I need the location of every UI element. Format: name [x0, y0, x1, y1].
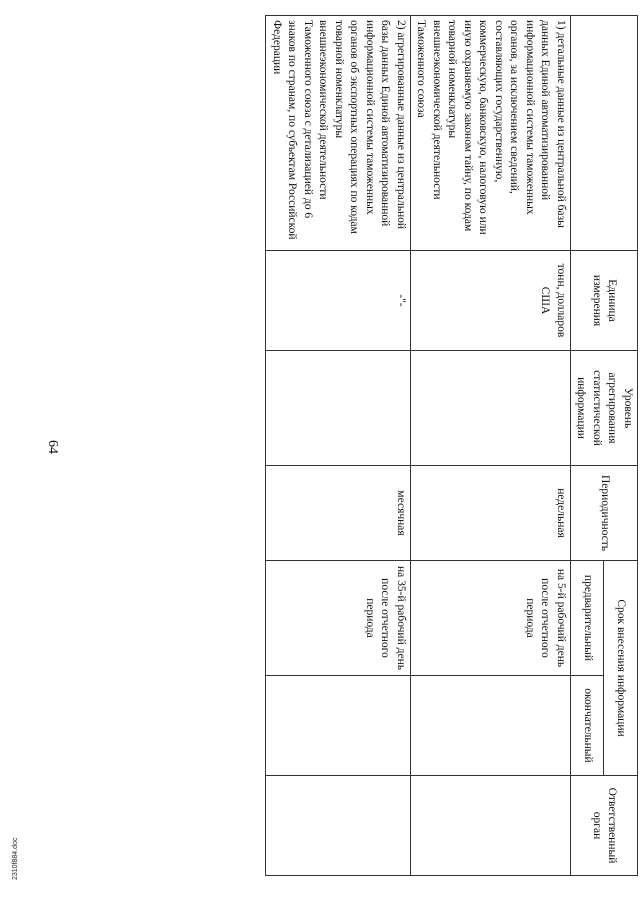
table-row	[266, 16, 411, 876]
cell-unit: -"-	[266, 251, 411, 351]
cell-aggregation	[266, 351, 411, 466]
header-indicator	[570, 16, 637, 251]
cell-periodicity: месячная	[266, 466, 411, 561]
cell-aggregation	[410, 351, 570, 466]
table-row	[410, 16, 570, 876]
cell-preliminary: на 35-й рабочий день после отчетного периода	[266, 561, 411, 676]
cell-final	[266, 676, 411, 776]
table-header	[570, 16, 637, 876]
cell-responsible	[266, 776, 411, 876]
cell-final	[410, 676, 570, 776]
cell-responsible	[410, 776, 570, 876]
header-final: окончательный	[570, 676, 604, 776]
cell-preliminary: на 5-й рабочий день после отчетного периода	[410, 561, 570, 676]
header-periodicity: Периодичность	[570, 466, 637, 561]
cell-indicator: 2) агрегированные данные из центральной базы данных Единой автоматизированной информационной системы таможенных органов об экспортных операциях по кодам товарной номенклатуры внешнеэкономической деятельности Таможенного союза с детализацией до 6 знаков по странам, по субъектам Российской Федерации	[266, 16, 411, 251]
header-deadline-group: Срок внесения информации	[604, 561, 638, 776]
header-unit: Единица измерения	[570, 251, 637, 351]
statistics-table-rotated	[48, 15, 638, 875]
cell-periodicity: недельная	[410, 466, 570, 561]
cell-unit: тонн, долларов США	[410, 251, 570, 351]
cell-indicator: 1) детальные данные из центральной базы данных Единой автоматизированной информационной системы таможенных органов, за исключением сведений, составляющих государственную, коммерческую, банковскую, налоговую или иную охраняемую законом тайну, по кодам товарной номенклатуры внешнеэкономической деятельности Таможенного союза	[410, 16, 570, 251]
header-responsible: Ответственный орган	[570, 776, 637, 876]
page-number: 64	[45, 440, 60, 454]
file-code: 2310f884.doc	[12, 837, 19, 880]
header-preliminary: предварительный	[570, 561, 604, 676]
statistics-table	[265, 15, 638, 876]
header-aggregation: Уровень агрегирования статистической информации	[570, 351, 637, 466]
